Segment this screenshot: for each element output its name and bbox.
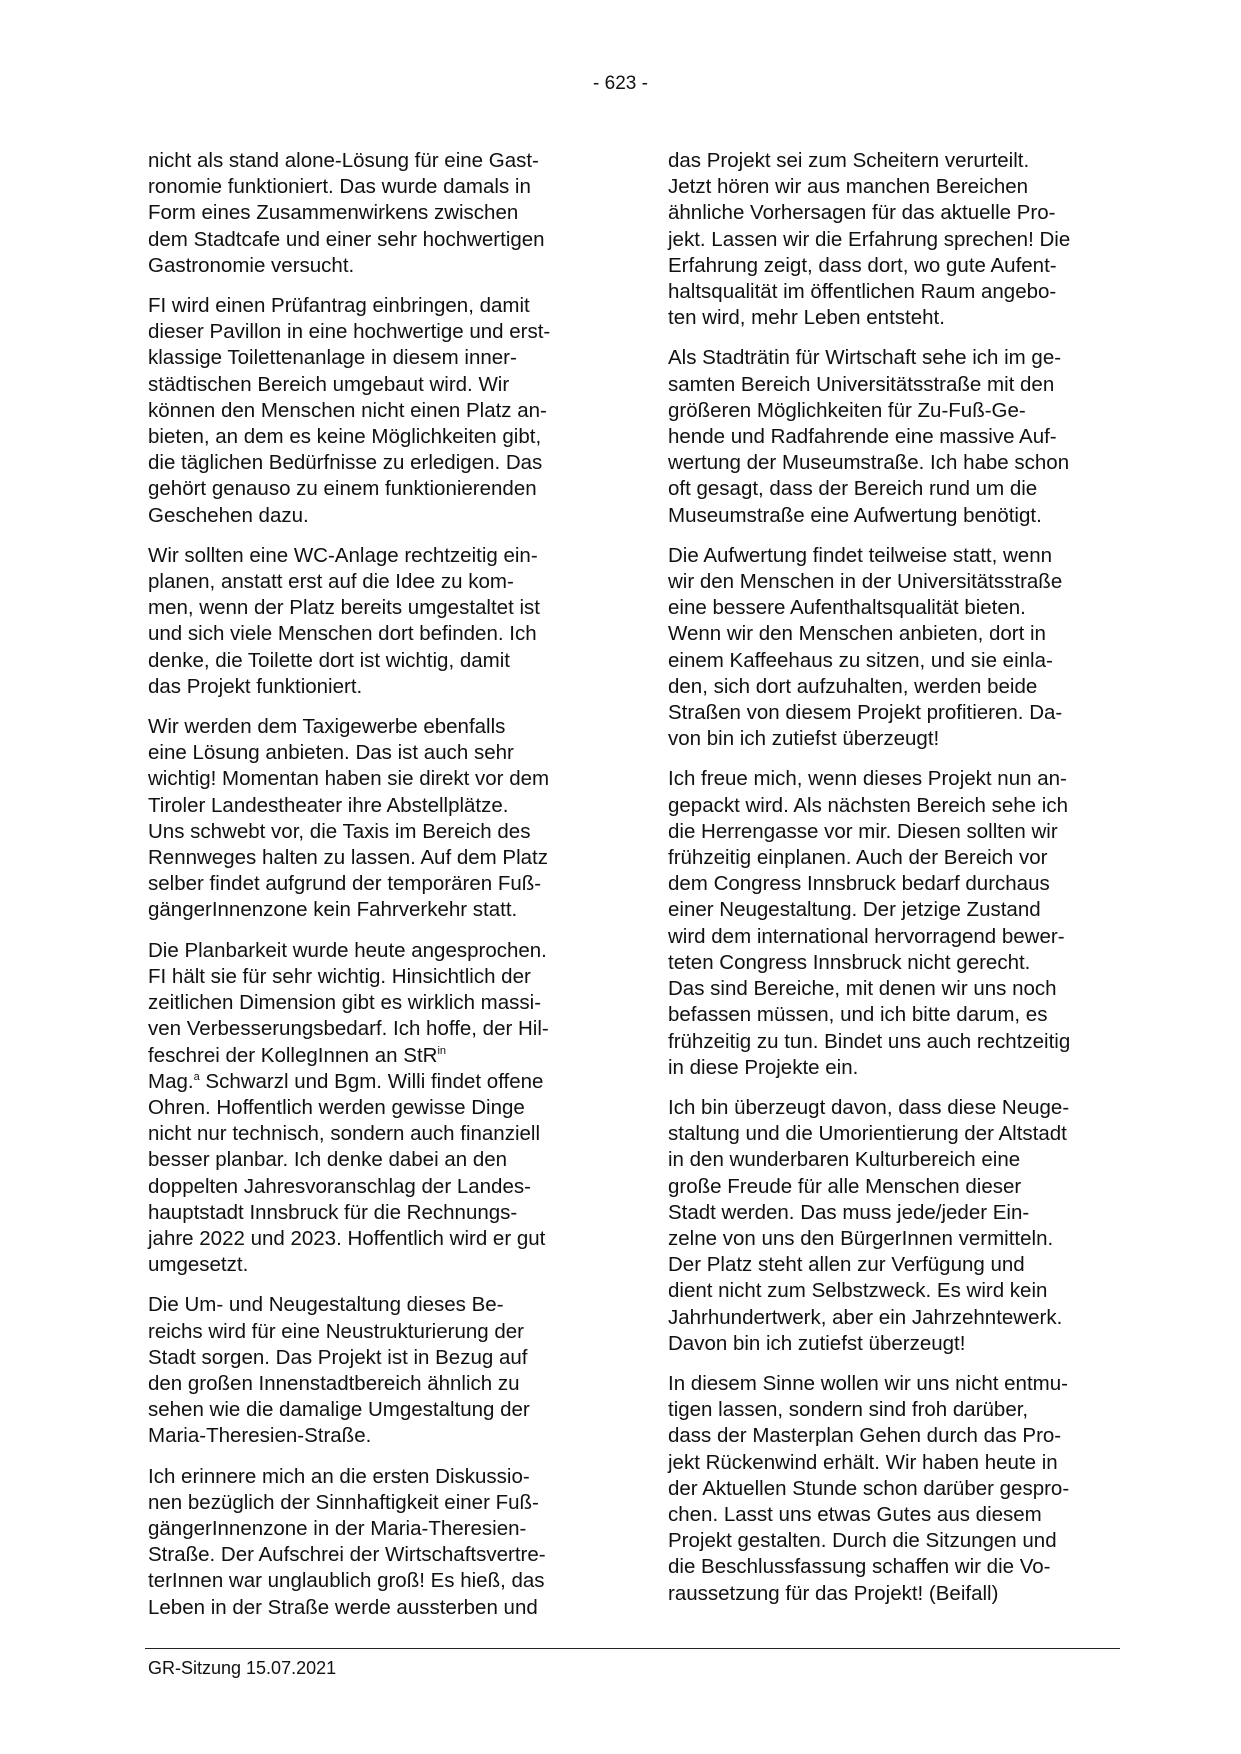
text-line: können den Menschen nicht einen Platz an-	[148, 398, 547, 422]
text-line: hende und Radfahrende eine massive Auf-	[668, 425, 1057, 449]
text-line: bieten, an dem es keine Möglichkeiten gibt,	[148, 425, 542, 449]
text-line: jekt Rückenwind erhält. Wir haben heute in	[668, 1450, 1058, 1474]
text-line: dem Congress Innsbruck bedarf durchaus	[668, 872, 1050, 896]
text-line: gängerInnenzone in der Maria-Theresien-	[148, 1516, 527, 1540]
text-line: Stadt sorgen. Das Projekt ist in Bezug auf	[148, 1345, 528, 1369]
text-line	[148, 1069, 601, 1095]
text-line: Rennweges halten zu lassen. Auf dem Platz	[148, 846, 548, 870]
paragraph	[148, 293, 601, 529]
text-column-left	[148, 148, 601, 1635]
text-line: Die Planbarkeit wurde heute angesprochen.	[148, 938, 547, 962]
paragraph	[668, 1095, 1121, 1357]
text-line: besser planbar. Ich denke dabei an den	[148, 1148, 508, 1172]
footer-session-date: GR-Sitzung 15.07.2021	[148, 1658, 337, 1678]
text-line: Erfahrung zeigt, dass dort, wo gute Aufent-	[668, 253, 1057, 277]
text-line: frühzeitig zu tun. Bindet uns auch rechtzeitig	[668, 1029, 1071, 1053]
text-line: Maria-Theresien-Straße.	[148, 1424, 372, 1448]
text-line: Die Um- und Neugestaltung dieses Be-	[148, 1293, 504, 1317]
text-line: die Herrengasse vor mir. Diesen sollten wir	[668, 819, 1058, 843]
text-line: haltsqualität im öffentlichen Raum angebo-	[668, 280, 1057, 304]
text-line: die täglichen Bedürfnisse zu erledigen. Das	[148, 451, 543, 475]
text-line: und sich viele Menschen dort befinden. Ich	[148, 622, 537, 646]
text-line: Gastronomie versucht.	[148, 253, 355, 277]
text-line: wichtig! Momentan haben sie direkt vor dem	[148, 767, 550, 791]
text-line: Ich erinnere mich an die ersten Diskussio-	[148, 1464, 530, 1488]
paragraph	[148, 148, 601, 279]
text-line: ronomie funktioniert. Das wurde damals in	[148, 175, 531, 199]
text-line: Form eines Zusammenwirkens zwischen	[148, 201, 519, 225]
text-line: Straßen von diesem Projekt profitieren. Da-	[668, 701, 1063, 725]
text-line: Tiroler Landestheater ihre Abstellplätze.	[148, 793, 509, 817]
text-line: größeren Möglichkeiten für Zu-Fuß-Ge-	[668, 398, 1026, 422]
paragraph	[148, 1464, 601, 1621]
text-line: in den wunderbaren Kulturbereich eine	[668, 1148, 1021, 1172]
text-line: Stadt werden. Das muss jede/jeder Ein-	[668, 1200, 1030, 1224]
text-line: Als Stadträtin für Wirtschaft sehe ich im ge-	[668, 346, 1062, 370]
text-line: jahre 2022 und 2023. Hoffentlich wird er gut	[148, 1226, 546, 1250]
text-line: samten Bereich Universitätsstraße mit den	[668, 372, 1055, 396]
text-line: Die Aufwertung findet teilweise statt, wenn	[668, 543, 1053, 567]
text-run: Mag.	[148, 1069, 194, 1093]
text-line: Wenn wir den Menschen anbieten, dort in	[668, 622, 1046, 646]
text-line: Ich bin überzeugt davon, dass diese Neuge-	[668, 1095, 1070, 1119]
text-line: einem Kaffeehaus zu sitzen, und sie einla-	[668, 648, 1053, 672]
text-line: chen. Lasst uns etwas Gutes aus diesem	[668, 1502, 1042, 1526]
paragraph	[668, 148, 1121, 331]
paragraph	[668, 766, 1121, 1080]
paragraph	[668, 345, 1121, 528]
page-number: - 623 -	[593, 73, 648, 94]
text-line: nicht als stand alone-Lösung für eine Gast-	[148, 149, 539, 172]
text-line: wir den Menschen in der Universitätsstraße	[668, 570, 1063, 594]
text-line: doppelten Jahresvoranschlag der Landes-	[148, 1174, 531, 1198]
text-line: der Aktuellen Stunde schon darüber gespro-	[668, 1476, 1070, 1500]
text-line	[148, 1043, 601, 1069]
superscript: a	[193, 1070, 200, 1083]
text-line: oft gesagt, dass der Bereich rund um die	[668, 477, 1038, 501]
text-line: denke, die Toilette dort ist wichtig, damit	[148, 648, 510, 672]
text-line: zeitlichen Dimension gibt es wirklich massi-	[148, 991, 542, 1015]
text-line: dieser Pavillon in eine hochwertige und erst-	[148, 320, 551, 344]
text-column-right	[668, 148, 1121, 1621]
text-line: Uns schwebt vor, die Taxis im Bereich des	[148, 819, 531, 843]
text-line: das Projekt funktioniert.	[148, 674, 363, 698]
text-line: städtischen Bereich umgebaut wird. Wir	[148, 372, 510, 396]
text-line: befassen müssen, und ich bitte darum, es	[668, 1003, 1048, 1027]
text-line: zelne von uns den BürgerInnen vermitteln.	[668, 1226, 1054, 1250]
text-line: terInnen war unglaublich groß! Es hieß, das	[148, 1569, 545, 1593]
text-line: sehen wie die damalige Umgestaltung der	[148, 1398, 530, 1422]
text-line: das Projekt sei zum Scheitern verurteilt.	[668, 149, 1030, 172]
text-run: feschrei der KollegInnen an StR	[148, 1043, 438, 1067]
text-line: nen bezüglich der Sinnhaftigkeit einer Fuß-	[148, 1490, 539, 1514]
text-line: Der Platz steht allen zur Verfügung und	[668, 1253, 1025, 1277]
superscript: in	[437, 1044, 447, 1057]
text-run: Schwarzl und Bgm. Willi findet offene	[199, 1069, 544, 1093]
paragraph	[148, 714, 601, 924]
text-line: Leben in der Straße werde aussterben und	[148, 1595, 538, 1619]
footer-divider	[145, 1648, 1120, 1649]
text-line: eine Lösung anbieten. Das ist auch sehr	[148, 741, 514, 765]
text-line: Ohren. Hoffentlich werden gewisse Dinge	[148, 1095, 525, 1119]
text-line: jekt. Lassen wir die Erfahrung sprechen! Die	[668, 227, 1071, 251]
text-line: dem Stadtcafe und einer sehr hochwertigen	[148, 227, 545, 251]
text-line: von bin ich zutiefst überzeugt!	[668, 727, 940, 751]
text-line: den großen Innenstadtbereich ähnlich zu	[148, 1371, 520, 1395]
paragraph	[668, 543, 1121, 753]
text-line: FI wird einen Prüfantrag einbringen, damit	[148, 294, 530, 318]
text-line: eine bessere Aufenthaltsqualität bieten.	[668, 596, 1026, 620]
text-line: Ich freue mich, wenn dieses Projekt nun an-	[668, 767, 1067, 791]
text-line: wird dem international hervorragend bewer-	[668, 924, 1065, 948]
text-line: selber findet aufgrund der temporären Fuß-	[148, 872, 542, 896]
paragraph	[148, 543, 601, 700]
text-line: wertung der Museumstraße. Ich habe schon	[668, 451, 1070, 475]
text-line: gängerInnenzone kein Fahrverkehr statt.	[148, 898, 518, 922]
text-line: dient nicht zum Selbstzweck. Es wird kein	[668, 1279, 1048, 1303]
paragraph	[148, 1292, 601, 1449]
text-line: teten Congress Innsbruck nicht gerecht.	[668, 950, 1031, 974]
text-line: nicht nur technisch, sondern auch finanziell	[148, 1122, 541, 1146]
text-line: Wir sollten eine WC-Anlage rechtzeitig ein-	[148, 543, 538, 567]
text-line: Jahrhundertwerk, aber ein Jahrzehntewerk.	[668, 1305, 1063, 1329]
text-line: Wir werden dem Taxigewerbe ebenfalls	[148, 715, 506, 739]
text-line: große Freude für alle Menschen dieser	[668, 1174, 1022, 1198]
text-line: hauptstadt Innsbruck für die Rechnungs-	[148, 1200, 518, 1224]
text-line: Davon bin ich zutiefst überzeugt!	[668, 1331, 966, 1355]
text-line: in diese Projekte ein.	[668, 1055, 859, 1079]
text-line: ähnliche Vorhersagen für das aktuelle Pro-	[668, 201, 1056, 225]
text-line: planen, anstatt erst auf die Idee zu kom-	[148, 570, 514, 594]
text-line: umgesetzt.	[148, 1253, 249, 1277]
text-line: men, wenn der Platz bereits umgestaltet ist	[148, 596, 540, 620]
text-line: frühzeitig einplanen. Auch der Bereich vor	[668, 846, 1048, 870]
text-line: Straße. Der Aufschrei der Wirtschaftsvertre-	[148, 1543, 546, 1567]
text-line: den, sich dort aufzuhalten, werden beide	[668, 674, 1038, 698]
text-line: reichs wird für eine Neustrukturierung der	[148, 1319, 524, 1343]
text-line: klassige Toilettenanlage in diesem inner-	[148, 346, 517, 370]
text-line: staltung und die Umorientierung der Altstadt	[668, 1122, 1067, 1146]
text-line: dass der Masterplan Gehen durch das Pro-	[668, 1424, 1062, 1448]
text-line: Museumstraße eine Aufwertung benötigt.	[668, 503, 1042, 527]
text-line: raussetzung für das Projekt! (Beifall)	[668, 1581, 999, 1605]
text-line: tigen lassen, sondern sind froh darüber,	[668, 1398, 1029, 1422]
text-line: Jetzt hören wir aus manchen Bereichen	[668, 175, 1029, 199]
text-line: In diesem Sinne wollen wir uns nicht entmu-	[668, 1371, 1068, 1395]
text-line: gepackt wird. Als nächsten Bereich sehe ich	[668, 793, 1068, 817]
text-line: FI hält sie für sehr wichtig. Hinsichtlich der	[148, 964, 531, 988]
text-line: ten wird, mehr Leben entsteht.	[668, 306, 945, 330]
text-line: gehört genauso zu einem funktionierenden	[148, 477, 537, 501]
text-line: Das sind Bereiche, mit denen wir uns noch	[668, 977, 1057, 1001]
text-line: Geschehen dazu.	[148, 503, 309, 527]
text-line: die Beschlussfassung schaffen wir die Vo-	[668, 1555, 1051, 1579]
paragraph	[668, 1371, 1121, 1607]
text-line: ven Verbesserungsbedarf. Ich hoffe, der Hil-	[148, 1017, 549, 1041]
paragraph	[148, 938, 601, 1279]
text-line: einer Neugestaltung. Der jetzige Zustand	[668, 898, 1041, 922]
text-line: Projekt gestalten. Durch die Sitzungen und	[668, 1529, 1057, 1553]
